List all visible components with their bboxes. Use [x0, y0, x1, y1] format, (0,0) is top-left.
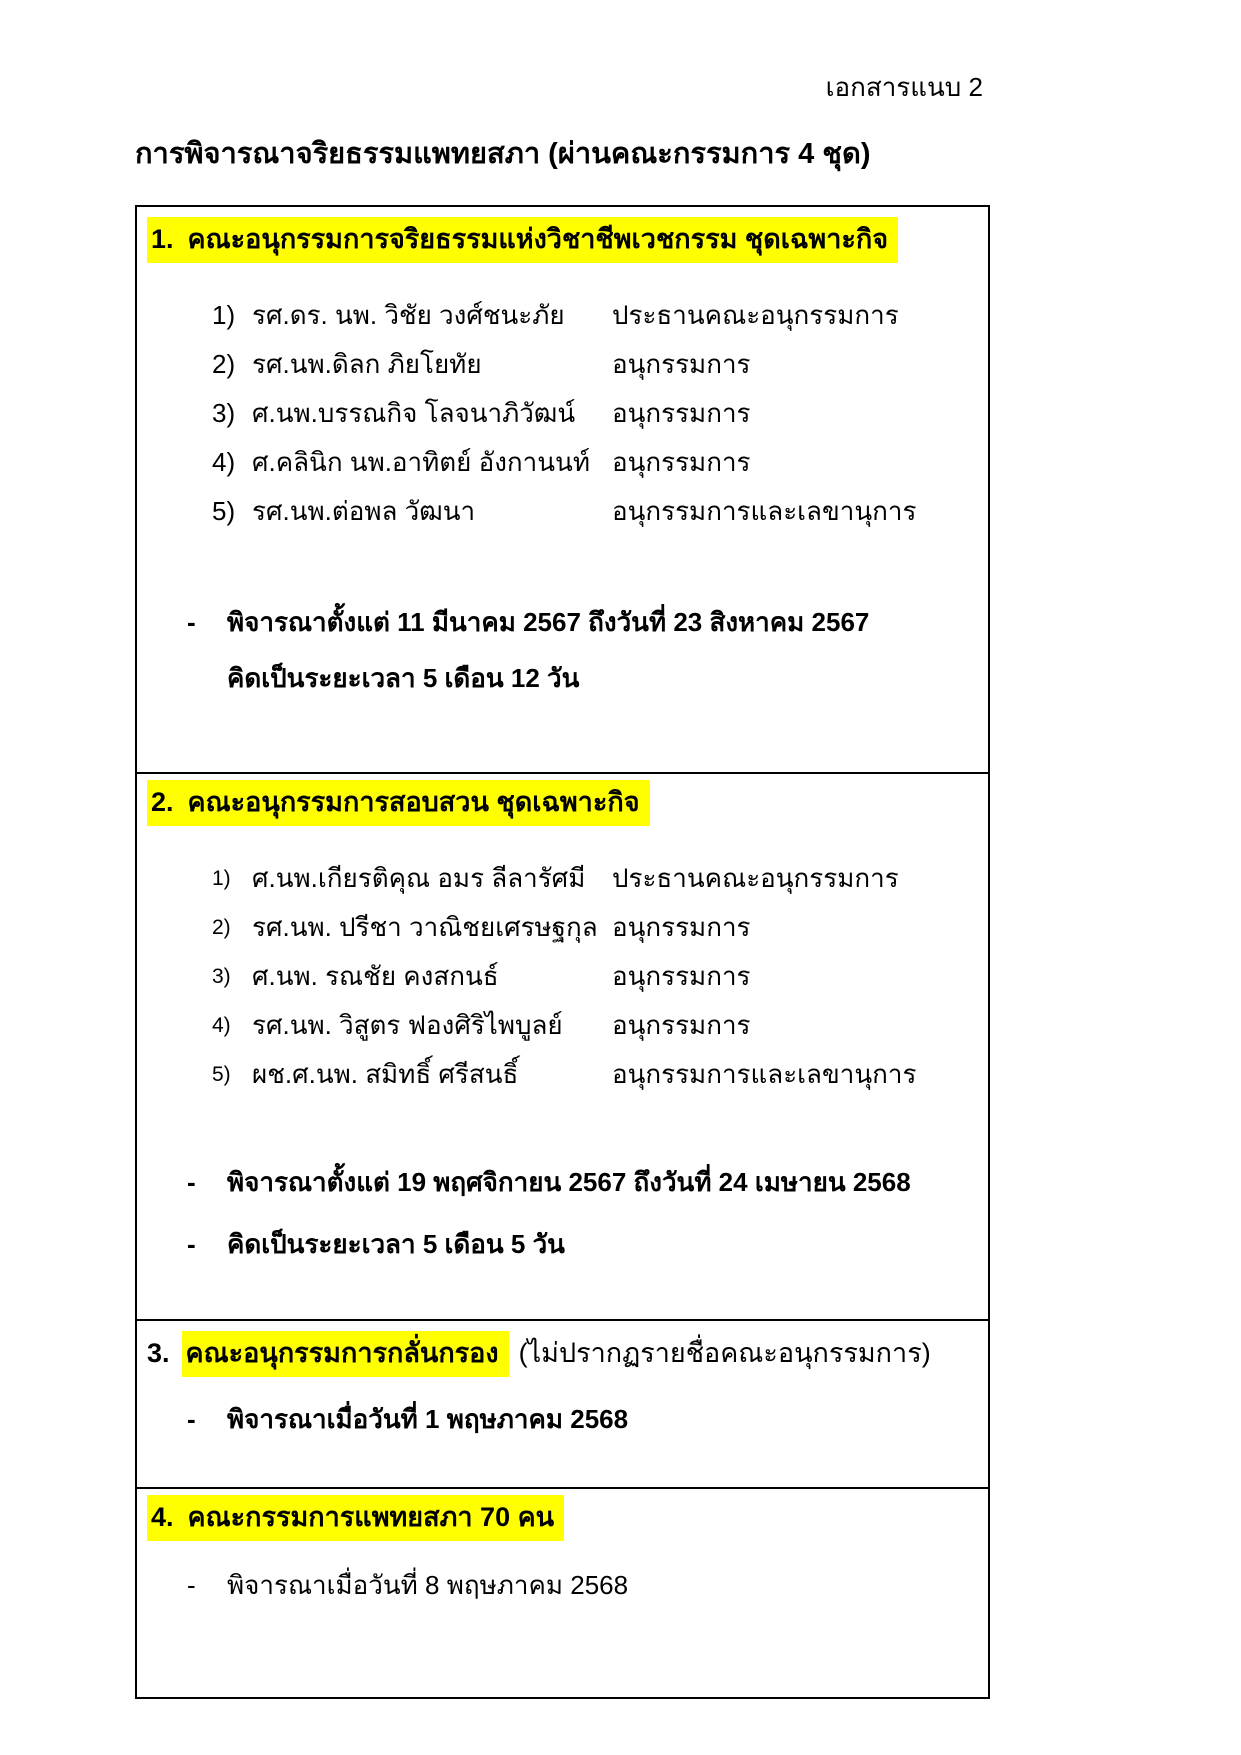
bullet-dash: - — [187, 607, 196, 637]
member-name: ผช.ศ.นพ. สมิทธิ์ ศรีสนธิ์ — [252, 1059, 519, 1089]
member-row — [212, 438, 976, 487]
member-name: รศ.นพ.ดิลก ภิยโยทัย — [252, 349, 482, 379]
section-3-highlight: คณะอนุกรรมการกลั่นกรอง — [182, 1331, 509, 1377]
note-line — [187, 1391, 976, 1447]
member-row — [212, 340, 976, 389]
section-2-notes — [187, 1151, 976, 1275]
member-number: 3) — [212, 398, 236, 428]
bullet-dash: - — [187, 1167, 196, 1197]
section-2-member-list — [212, 854, 976, 1099]
section-4-notes — [187, 1557, 976, 1613]
section-4-heading-text: คณะกรรมการแพทยสภา 70 คน — [187, 1502, 555, 1532]
member-name: รศ.นพ. วิสูตร ฟองศิริไพบูลย์ — [252, 1010, 563, 1040]
member-role: ประธานคณะอนุกรรมการ — [612, 300, 899, 330]
member-role: ประธานคณะอนุกรรมการ — [612, 863, 899, 893]
page-title: การพิจารณาจริยธรรมแพทยสภา (ผ่านคณะกรรมการ 4 ชุด) — [135, 138, 871, 170]
section-1-row — [137, 207, 988, 772]
section-1-notes — [187, 594, 976, 706]
member-role: อนุกรรมการ — [612, 1010, 751, 1040]
member-number: 2) — [212, 349, 236, 379]
corner-label: เอกสารแนบ 2 — [825, 72, 983, 102]
section-1-heading-text: คณะอนุกรรมการจริยธรรมแห่งวิชาชีพเวชกรรม ชุดเฉพาะกิจ — [187, 224, 889, 254]
member-name: ศ.นพ.บรรณกิจ โลจนาภิวัฒน์ — [252, 398, 576, 428]
member-name: รศ.นพ. ปรีชา วาณิชยเศรษฐกุล — [252, 912, 598, 942]
member-row — [212, 487, 976, 536]
member-role: อนุกรรมการ — [612, 447, 751, 477]
note-line — [187, 1557, 976, 1613]
note-text: คิดเป็นระยะเวลา 5 เดือน 12 วัน — [227, 663, 580, 693]
member-row — [212, 854, 976, 903]
section-2-row — [137, 772, 988, 1319]
member-number: 1) — [212, 300, 236, 330]
section-4-number: 4. — [151, 1502, 174, 1532]
note-text: พิจารณาเมื่อวันที่ 1 พฤษภาคม 2568 — [227, 1404, 629, 1434]
note-text: พิจารณาตั้งแต่ 11 มีนาคม 2567 ถึงวันที่ 23 สิงหาคม 2567 — [227, 607, 870, 637]
member-name: ศ.นพ.เกียรติคุณ อมร ลีลารัศมี — [252, 863, 586, 893]
member-role: อนุกรรมการ — [612, 398, 751, 428]
note-text: พิจารณาเมื่อวันที่ 8 พฤษภาคม 2568 — [227, 1570, 629, 1600]
member-number: 4) — [212, 447, 236, 477]
note-text: พิจารณาตั้งแต่ 19 พฤศจิกายน 2567 ถึงวันที่ 24 เมษายน 2568 — [227, 1167, 911, 1197]
section-1-member-list — [212, 291, 976, 536]
bullet-dash: - — [187, 1570, 196, 1600]
note-text: คิดเป็นระยะเวลา 5 เดือน 5 วัน — [227, 1229, 565, 1259]
section-4-row — [137, 1487, 988, 1697]
note-line — [187, 1213, 976, 1275]
committee-table — [135, 205, 990, 1699]
section-4-highlight — [147, 1495, 564, 1541]
member-number: 2) — [212, 916, 231, 939]
section-3-heading-suffix: (ไม่ปรากฏรายชื่อคณะอนุกรรมการ) — [518, 1338, 931, 1368]
member-number: 5) — [212, 1063, 231, 1086]
section-3-heading — [147, 1331, 976, 1377]
note-line — [187, 594, 976, 650]
note-line — [187, 650, 976, 706]
section-1-heading — [147, 217, 976, 263]
section-2-number: 2. — [151, 787, 174, 817]
member-role: อนุกรรมการ — [612, 961, 751, 991]
member-name: ศ.นพ. รณชัย คงสกนธ์ — [252, 961, 499, 991]
member-row — [212, 1001, 976, 1050]
member-name: รศ.ดร. นพ. วิชัย วงศ์ชนะภัย — [252, 300, 565, 330]
section-3-notes — [187, 1391, 976, 1447]
section-3-number: 3. — [147, 1338, 170, 1368]
member-row — [212, 952, 976, 1001]
member-row — [212, 1050, 976, 1099]
member-name: รศ.นพ.ต่อพล วัฒนา — [252, 496, 476, 526]
section-1-number: 1. — [151, 224, 174, 254]
member-name: ศ.คลินิก นพ.อาทิตย์ อังกานนท์ — [252, 447, 590, 477]
member-number: 5) — [212, 496, 236, 526]
member-role: อนุกรรมการและเลขานุการ — [612, 1059, 917, 1089]
section-3-row — [137, 1319, 988, 1487]
member-row — [212, 291, 976, 340]
member-number: 4) — [212, 1014, 231, 1037]
bullet-dash: - — [187, 1229, 196, 1259]
bullet-dash: - — [187, 1404, 196, 1434]
member-row — [212, 389, 976, 438]
section-4-heading — [147, 1495, 976, 1541]
member-number: 3) — [212, 965, 231, 988]
member-number: 1) — [212, 867, 231, 890]
member-role: อนุกรรมการและเลขานุการ — [612, 496, 917, 526]
section-1-highlight — [147, 217, 898, 263]
section-2-highlight — [147, 780, 650, 826]
member-role: อนุกรรมการ — [612, 349, 751, 379]
note-line — [187, 1151, 976, 1213]
member-role: อนุกรรมการ — [612, 912, 751, 942]
member-row — [212, 903, 976, 952]
section-2-heading — [147, 780, 976, 826]
section-2-heading-text: คณะอนุกรรมการสอบสวน ชุดเฉพาะกิจ — [187, 787, 640, 817]
